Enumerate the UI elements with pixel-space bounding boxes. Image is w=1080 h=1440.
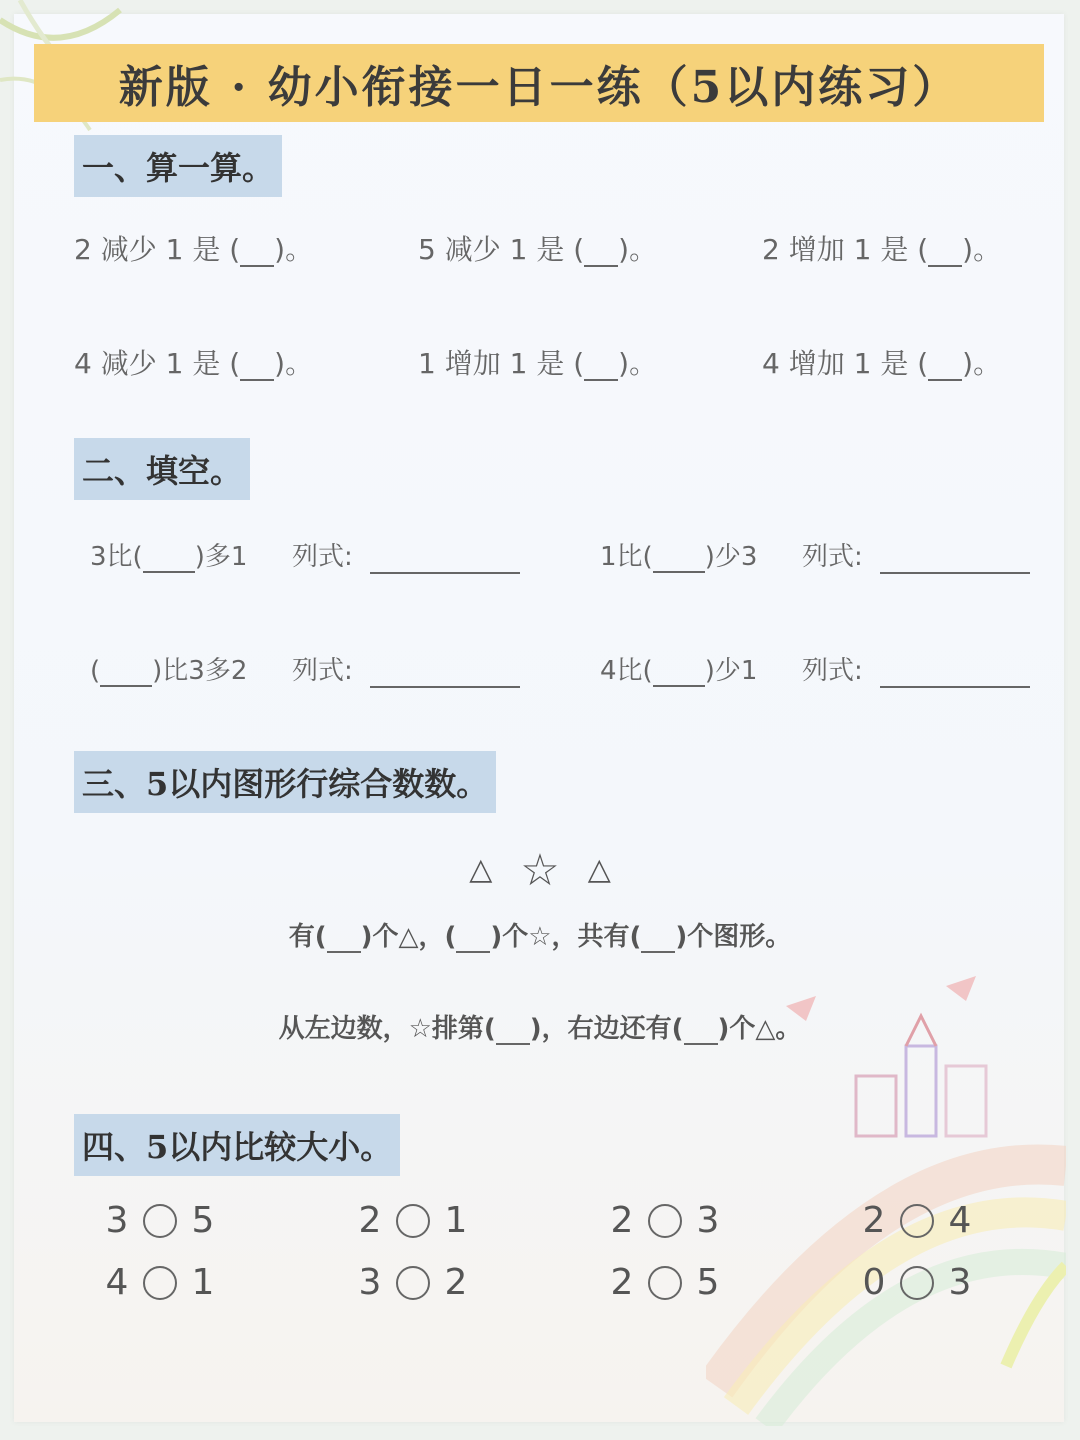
compare-right-number: 5 bbox=[696, 1262, 720, 1303]
answer-blank[interactable] bbox=[584, 357, 618, 381]
section-4-heading bbox=[74, 1114, 400, 1176]
title-banner bbox=[34, 44, 1044, 122]
count-question bbox=[0, 916, 1080, 953]
formula-label: 列式: bbox=[292, 542, 353, 572]
star-icon: ☆ bbox=[520, 845, 560, 896]
answer-blank[interactable] bbox=[928, 243, 962, 267]
formula-label: 列式: bbox=[802, 542, 863, 572]
formula-label: 列式: bbox=[802, 656, 863, 686]
position-text: )，右边还有( bbox=[529, 1014, 684, 1044]
fill-item bbox=[90, 536, 247, 573]
section-1-heading-text: 一、算一算。 bbox=[82, 149, 275, 187]
fill-item-text: ( bbox=[90, 656, 101, 686]
compare-left-number: 4 bbox=[105, 1262, 129, 1303]
compare-right-number: 1 bbox=[191, 1262, 215, 1303]
compare-circle[interactable] bbox=[900, 1204, 934, 1238]
fill-item bbox=[600, 650, 757, 687]
calc-item-text: 4 增加 1 是 ( bbox=[762, 347, 929, 380]
answer-blank[interactable] bbox=[684, 1021, 718, 1045]
position-question bbox=[0, 1008, 1080, 1045]
calc-item-text: 2 增加 1 是 ( bbox=[762, 233, 929, 266]
answer-blank[interactable] bbox=[653, 663, 705, 687]
answer-blank[interactable] bbox=[928, 357, 962, 381]
compare-circle[interactable] bbox=[143, 1204, 177, 1238]
compare-left-number: 2 bbox=[610, 1262, 634, 1303]
page-title: 新版 · 幼小衔接一日一练（5以内练习） bbox=[118, 62, 960, 113]
triangle-icon: △ bbox=[469, 852, 493, 887]
calc-item-suffix: )。 bbox=[274, 347, 314, 380]
answer-blank[interactable] bbox=[143, 549, 195, 573]
compare-left-number: 0 bbox=[862, 1262, 886, 1303]
count-text: )个图形。 bbox=[675, 922, 792, 952]
compare-right-number: 3 bbox=[696, 1200, 720, 1241]
section-2-heading-text: 二、填空。 bbox=[82, 452, 243, 490]
formula-label: 列式: bbox=[292, 656, 353, 686]
calc-item-text: 5 减少 1 是 ( bbox=[418, 233, 585, 266]
compare-left-number: 3 bbox=[105, 1200, 129, 1241]
shape-row bbox=[0, 845, 1080, 896]
compare-item bbox=[862, 1200, 972, 1241]
fill-item-suffix: )多1 bbox=[194, 542, 248, 572]
calc-item bbox=[74, 228, 313, 268]
calc-item-text: 4 减少 1 是 ( bbox=[74, 347, 241, 380]
answer-blank[interactable] bbox=[653, 549, 705, 573]
formula-blank[interactable] bbox=[880, 686, 1030, 688]
section-3-heading-text: 三、5以内图形行综合数数。 bbox=[82, 765, 489, 803]
fill-item-suffix: )少3 bbox=[704, 542, 758, 572]
section-3-heading bbox=[74, 751, 496, 813]
count-text: )个△，( bbox=[360, 922, 457, 952]
compare-circle[interactable] bbox=[396, 1266, 430, 1300]
section-1-heading bbox=[74, 135, 282, 197]
answer-blank[interactable] bbox=[456, 929, 490, 953]
calc-item-text: 2 减少 1 是 ( bbox=[74, 233, 241, 266]
compare-item bbox=[610, 1262, 720, 1303]
fill-item bbox=[600, 536, 757, 573]
formula-blank[interactable] bbox=[370, 572, 520, 574]
answer-blank[interactable] bbox=[496, 1021, 530, 1045]
count-text: 有( bbox=[288, 922, 327, 952]
compare-item bbox=[610, 1200, 720, 1241]
position-text: )个△。 bbox=[717, 1014, 802, 1044]
compare-right-number: 2 bbox=[444, 1262, 468, 1303]
compare-item bbox=[862, 1262, 972, 1303]
compare-right-number: 4 bbox=[948, 1200, 972, 1241]
compare-right-number: 3 bbox=[948, 1262, 972, 1303]
compare-left-number: 2 bbox=[358, 1200, 382, 1241]
calc-item-suffix: )。 bbox=[962, 347, 1002, 380]
triangle-icon: △ bbox=[587, 852, 611, 887]
compare-circle[interactable] bbox=[396, 1204, 430, 1238]
formula-blank[interactable] bbox=[880, 572, 1030, 574]
fill-item-suffix: )比3多2 bbox=[152, 656, 248, 686]
answer-blank[interactable] bbox=[584, 243, 618, 267]
compare-item bbox=[358, 1200, 468, 1241]
position-text: 从左边数，☆排第( bbox=[278, 1014, 496, 1044]
calc-item-suffix: )。 bbox=[618, 233, 658, 266]
fill-item-text: 4比( bbox=[600, 656, 653, 686]
compare-right-number: 1 bbox=[444, 1200, 468, 1241]
compare-circle[interactable] bbox=[648, 1266, 682, 1300]
fill-item-text: 1比( bbox=[600, 542, 653, 572]
answer-blank[interactable] bbox=[327, 929, 361, 953]
compare-circle[interactable] bbox=[143, 1266, 177, 1300]
compare-item bbox=[358, 1262, 468, 1303]
calc-item-suffix: )。 bbox=[274, 233, 314, 266]
calc-item-suffix: )。 bbox=[618, 347, 658, 380]
compare-left-number: 2 bbox=[610, 1200, 634, 1241]
calc-item bbox=[418, 342, 657, 382]
calc-item bbox=[74, 342, 313, 382]
answer-blank[interactable] bbox=[100, 663, 152, 687]
formula-blank[interactable] bbox=[370, 686, 520, 688]
compare-item bbox=[105, 1262, 215, 1303]
answer-blank[interactable] bbox=[240, 357, 274, 381]
answer-blank[interactable] bbox=[240, 243, 274, 267]
compare-left-number: 3 bbox=[358, 1262, 382, 1303]
compare-right-number: 5 bbox=[191, 1200, 215, 1241]
compare-circle[interactable] bbox=[648, 1204, 682, 1238]
calc-item bbox=[418, 228, 657, 268]
compare-circle[interactable] bbox=[900, 1266, 934, 1300]
compare-left-number: 2 bbox=[862, 1200, 886, 1241]
section-4-heading-text: 四、5以内比较大小。 bbox=[82, 1128, 393, 1166]
compare-item bbox=[105, 1200, 215, 1241]
fill-item-text: 3比( bbox=[90, 542, 143, 572]
count-text: )个☆，共有( bbox=[490, 922, 642, 952]
calc-item-text: 1 增加 1 是 ( bbox=[418, 347, 585, 380]
section-2-heading bbox=[74, 438, 250, 500]
calc-item-suffix: )。 bbox=[962, 233, 1002, 266]
fill-item bbox=[90, 650, 247, 687]
calc-item bbox=[762, 342, 1001, 382]
fill-item-suffix: )少1 bbox=[704, 656, 758, 686]
answer-blank[interactable] bbox=[641, 929, 675, 953]
calc-item bbox=[762, 228, 1001, 268]
